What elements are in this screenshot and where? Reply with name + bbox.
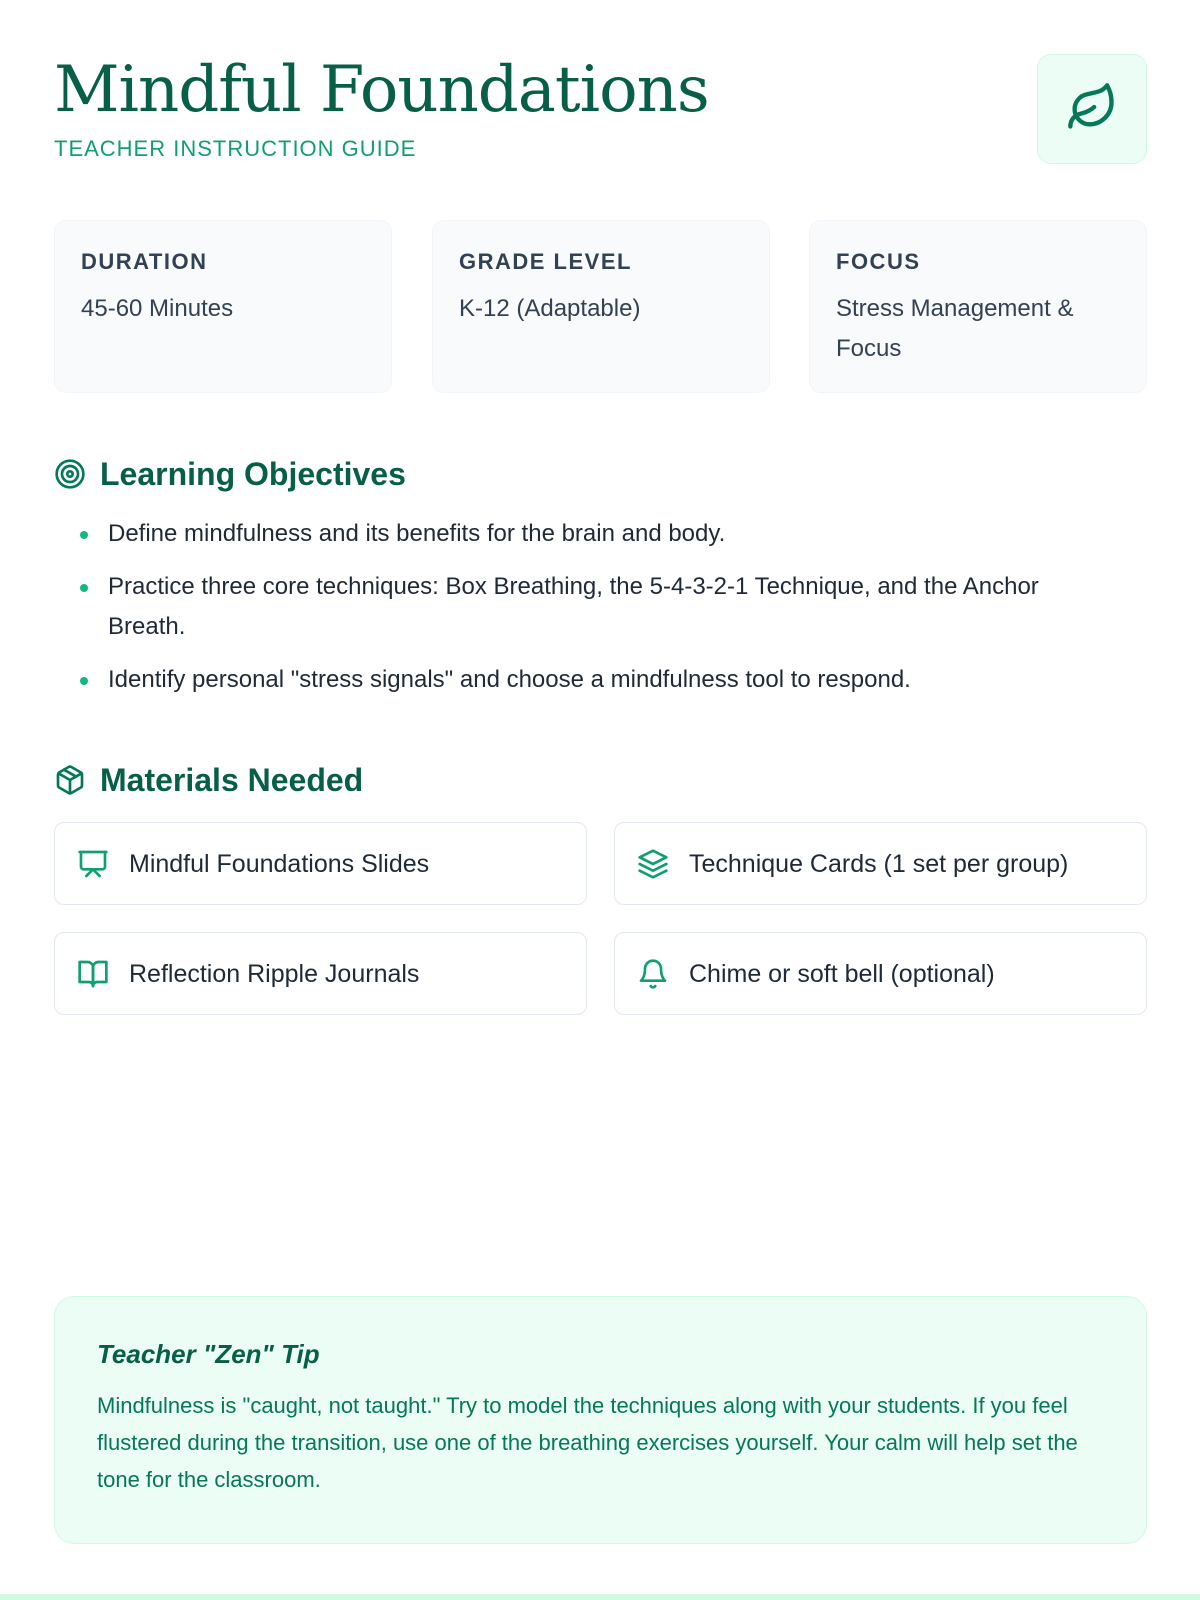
leaf-icon xyxy=(1066,81,1118,138)
objective-text: Identify personal "stress signals" and choose a mindfulness tool to respond. xyxy=(108,666,911,693)
objective-text: Define mindfulness and its benefits for the brain and body. xyxy=(108,520,726,547)
info-label: DURATION xyxy=(81,249,208,274)
bullet-icon xyxy=(80,677,88,685)
material-label: Mindful Foundations Slides xyxy=(129,849,430,878)
info-card-duration xyxy=(54,220,392,393)
material-item-journals xyxy=(54,932,587,1015)
page-title: Mindful Foundations xyxy=(54,53,709,127)
bullet-icon xyxy=(80,584,88,592)
tip-title: Teacher "Zen" Tip xyxy=(97,1339,320,1369)
logo-badge xyxy=(1037,54,1147,164)
page-header xyxy=(54,54,1147,164)
materials-heading xyxy=(54,760,363,800)
material-item-slides xyxy=(54,822,587,905)
presentation-icon xyxy=(77,848,109,880)
tip-body: Mindfulness is "caught, not taught." Try to model the techniques along with your students. If you feel flustered during the transition, use one of the breathing exercises yourself. Your calm will help set the tone for the classroom. xyxy=(97,1393,1078,1492)
target-icon xyxy=(54,458,86,490)
material-item-technique-cards xyxy=(614,822,1147,905)
info-value: K-12 (Adaptable) xyxy=(459,295,641,322)
objective-text: Practice three core techniques: Box Breathing, the 5-4-3-2-1 Technique, and the Anchor Breath. xyxy=(108,573,1039,640)
bell-icon xyxy=(637,958,669,990)
info-value: Stress Management & Focus xyxy=(836,295,1074,362)
material-label: Reflection Ripple Journals xyxy=(129,959,420,988)
lesson-page xyxy=(54,0,1147,1600)
objectives-list xyxy=(80,514,1120,713)
list-item xyxy=(80,514,1120,554)
package-icon xyxy=(54,764,86,796)
lesson-info-cards xyxy=(54,220,1147,393)
info-label: GRADE LEVEL xyxy=(459,249,632,274)
book-open-icon xyxy=(77,958,109,990)
material-label: Technique Cards (1 set per group) xyxy=(689,849,1069,878)
bullet-icon xyxy=(80,531,88,539)
objectives-heading xyxy=(54,454,406,494)
list-item xyxy=(80,660,1120,700)
info-card-focus xyxy=(809,220,1147,393)
bottom-accent-bar xyxy=(0,1594,1200,1600)
materials-grid xyxy=(54,822,1147,1016)
teacher-tip-box xyxy=(54,1296,1147,1544)
material-item-chime xyxy=(614,932,1147,1015)
section-title: Materials Needed xyxy=(100,762,364,798)
layers-icon xyxy=(637,848,669,880)
section-title: Learning Objectives xyxy=(100,456,406,492)
info-label: FOCUS xyxy=(836,249,921,274)
info-value: 45-60 Minutes xyxy=(81,295,234,322)
page-subtitle: TEACHER INSTRUCTION GUIDE xyxy=(54,136,417,161)
info-card-grade-level xyxy=(432,220,770,393)
material-label: Chime or soft bell (optional) xyxy=(689,959,995,988)
list-item xyxy=(80,567,1120,647)
